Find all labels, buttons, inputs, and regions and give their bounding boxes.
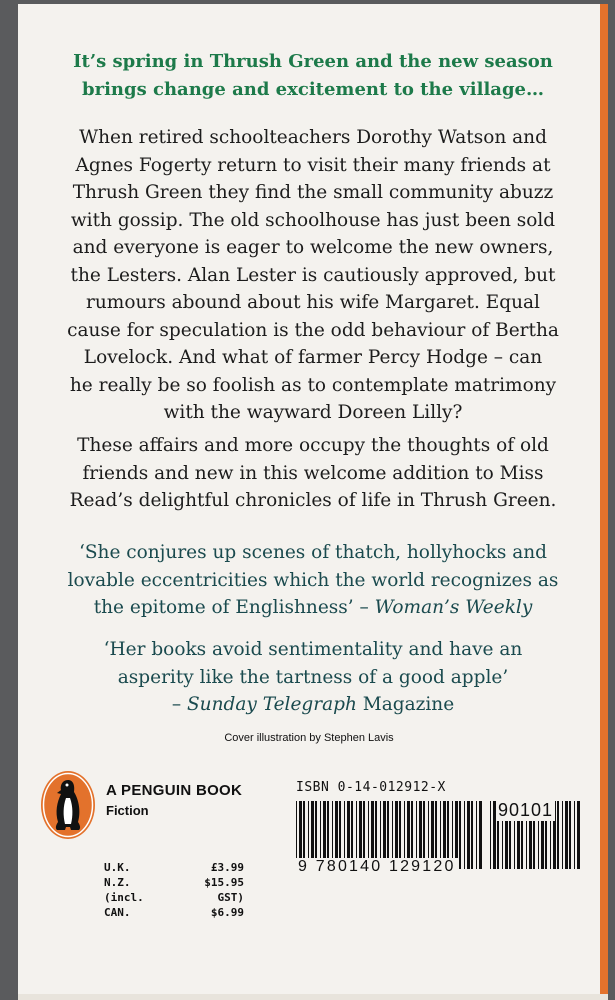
book-back-cover (18, 4, 608, 994)
page-edge (18, 994, 608, 1000)
isbn-label: ISBN 0-14-012912-X (296, 780, 446, 795)
price-row: (incl. GST) (104, 891, 244, 904)
price-row: U.K. £3.99 (104, 861, 244, 874)
book-category: Fiction (106, 803, 149, 818)
review-quote-womans-weekly: ‘She conjures up scenes of thatch, hollyhocks and lovable eccentricities which the world recognizes as the epitome of Englishness’ – Woman’s Weekly (67, 542, 559, 618)
barcode-addon-number: 90101 (498, 800, 554, 820)
price-row: CAN. $6.99 (104, 906, 244, 919)
tagline: It’s spring in Thrush Green and the new season brings change and excitement to the village… (73, 51, 553, 100)
publisher-block (106, 782, 242, 818)
review-quote-sunday-telegraph: ‘Her books avoid sentimentality and have an asperity like the tartness of a good apple’ – Sunday Telegraph Magazine (103, 639, 523, 715)
quote-source: Woman’s Weekly (374, 597, 533, 618)
second-paragraph: These affairs and more occupy the thoughts of old friends and new in this welcome addition to Miss Read’s delightful chronicles of life in Thrush Green. (69, 435, 557, 511)
price-row: N.Z. $15.95 (104, 876, 244, 889)
quote-source: Sunday Telegraph (186, 694, 357, 715)
barcode-number: 9 780140 129120 (298, 858, 456, 875)
publisher-name: A PENGUIN BOOK (106, 782, 243, 799)
blurb-paragraph: When retired schoolteachers Dorothy Watson and Agnes Fogerty return to visit their many friends at Thrush Green they find the small community abuzz with gossip. The old schoolhouse has just been sold and everyone is eager to welcome the new owners, the Lesters. Alan Lester is cautiously approved, but rumours abound about his wife Margaret. Equal cause for speculation is the odd behaviour of Bertha Lovelock. And what of farmer Percy Hodge – can he really be so foolish as to contemplate matrimony with the wayward Doreen Lilly? (67, 127, 559, 423)
cover-credit: Cover illustration by Stephen Lavis (224, 732, 394, 744)
penguin-logo-icon (40, 770, 96, 840)
price-list (104, 860, 244, 920)
